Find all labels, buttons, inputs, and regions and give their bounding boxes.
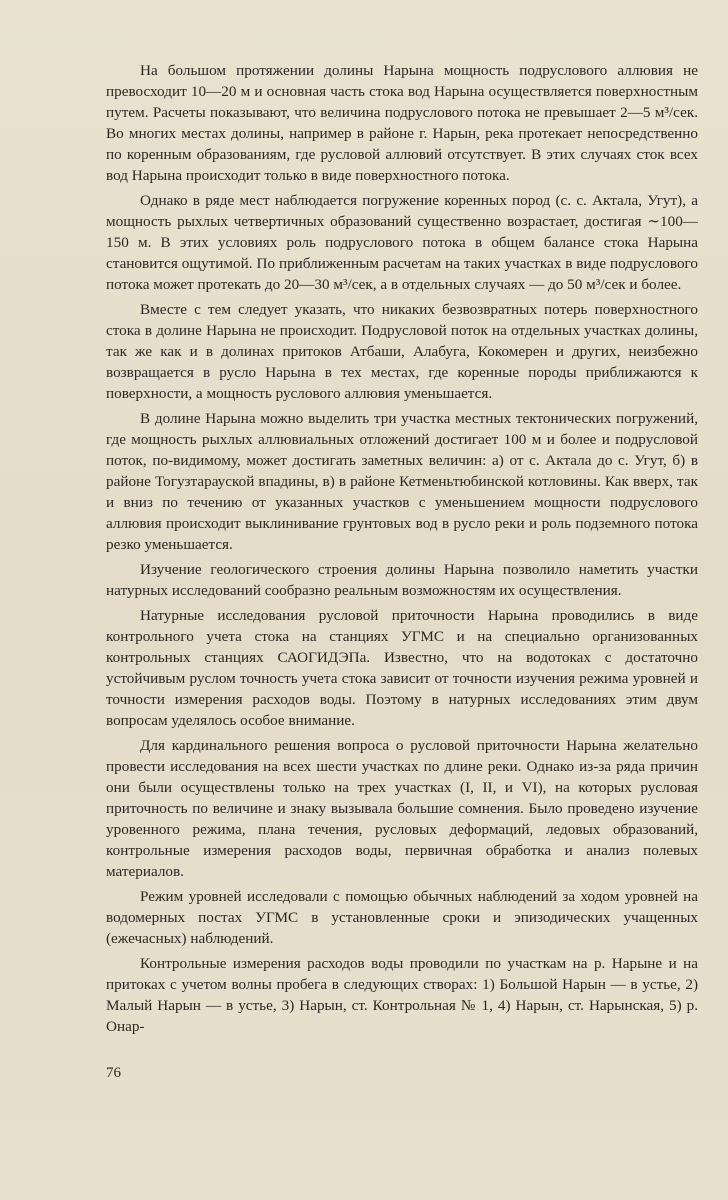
paragraph: На большом протяжении долины Нарына мощность подруслового аллювия не превосходит 10—20 м и основная часть стока вод Нарына осуществляется поверхностным путем. Расчеты показывают, что величина подруслового потока не превышает 2—5 м³/сек. Во многих местах долины, например в районе г. Нарын, река протекает непосредственно по коренным образованиям, где русловой аллювий отсутствует. В этих случаях сток всех вод Нарына происходит только в виде поверхностного потока. xyxy=(106,62,698,184)
paragraph: Изучение геологического строения долины Нарына позволило наметить участки натурных исследований сообразно реальным возможностям их осуществления. xyxy=(106,561,698,599)
paragraph: В долине Нарына можно выделить три участка местных тектонических погружений, где мощность рыхлых аллювиальных отложений достигает 100 м и более и подрусловой поток, по-видимому, может достигать заметных величин: а) от с. Актала до с. Угут, б) в районе Тогузтарауской впадины, в) в районе Кетменьтюбинской котловины. Как вверх, так и вниз по течению от указанных участков с уменьшением мощности подруслового аллювия происходит выклинивание грунтовых вод в русло реки и роль подземного потока резко уменьшается. xyxy=(106,410,698,553)
paragraph: Натурные исследования русловой приточности Нарына проводились в виде контрольного учета стока на станциях УГМС и на специально организованных контрольных станциях САОГИДЭПа. Известно, что на водотоках с достаточно устойчивым руслом точность учета стока зависит от точности изучения режима уровней и точности измерения расходов воды. Поэтому в натурных исследованиях этим двум вопросам уделялось особое внимание. xyxy=(106,607,698,729)
paragraph: Режим уровней исследовали с помощью обычных наблюдений за ходом уровней на водомерных постах УГМС в установленные сроки и эпизодических учащенных (ежечасных) наблюдений. xyxy=(106,888,698,947)
paragraph: Однако в ряде мест наблюдается погружение коренных пород (с. с. Актала, Угут), а мощность рыхлых четвертичных образований существенно возрастает, достигая ∼100—150 м. В этих условиях роль подруслового потока в общем балансе стока Нарына становится ощутимой. По приближенным расчетам на таких участках в виде подруслового потока может протекать до 20—30 м³/сек, а в отдельных случаях — до 50 м³/сек и более. xyxy=(106,192,698,293)
paragraph: Для кардинального решения вопроса о русловой приточности Нарына желательно провести исследования на всех шести участках по длине реки. Однако из-за ряда причин они были осуществлены только на трех участках (I, II, и VI), на которых русловая приточность по величине и знаку вызывала большие сомнения. Было проведено изучение уровенного режима, плана течения, русловых деформаций, ледовых образований, контрольные измерения расходов воды, первичная обработка и анализ полевых материалов. xyxy=(106,737,698,880)
body-text xyxy=(106,60,698,1041)
page-number: 76 xyxy=(106,1065,121,1081)
paragraph: Вместе с тем следует указать, что никаких безвозвратных потерь поверхностного стока в долине Нарына не происходит. Подрусловой поток на отдельных участках долины, так же как и в долинах притоков Атбаши, Алабуга, Кокомерен и других, неизбежно возвращается в русло Нарына в тех местах, где коренные породы приближаются к поверхности, а мощность руслового аллювия уменьшается. xyxy=(106,301,698,402)
paragraph: Контрольные измерения расходов воды проводили по участкам на р. Нарыне и на притоках с учетом волны пробега в следующих створах: 1) Большой Нарын — в устье, 2) Малый Нарын — в устье, 3) Нарын, ст. Контрольная № 1, 4) Нарын, ст. Нарынская, 5) р. Онар- xyxy=(106,955,698,1035)
